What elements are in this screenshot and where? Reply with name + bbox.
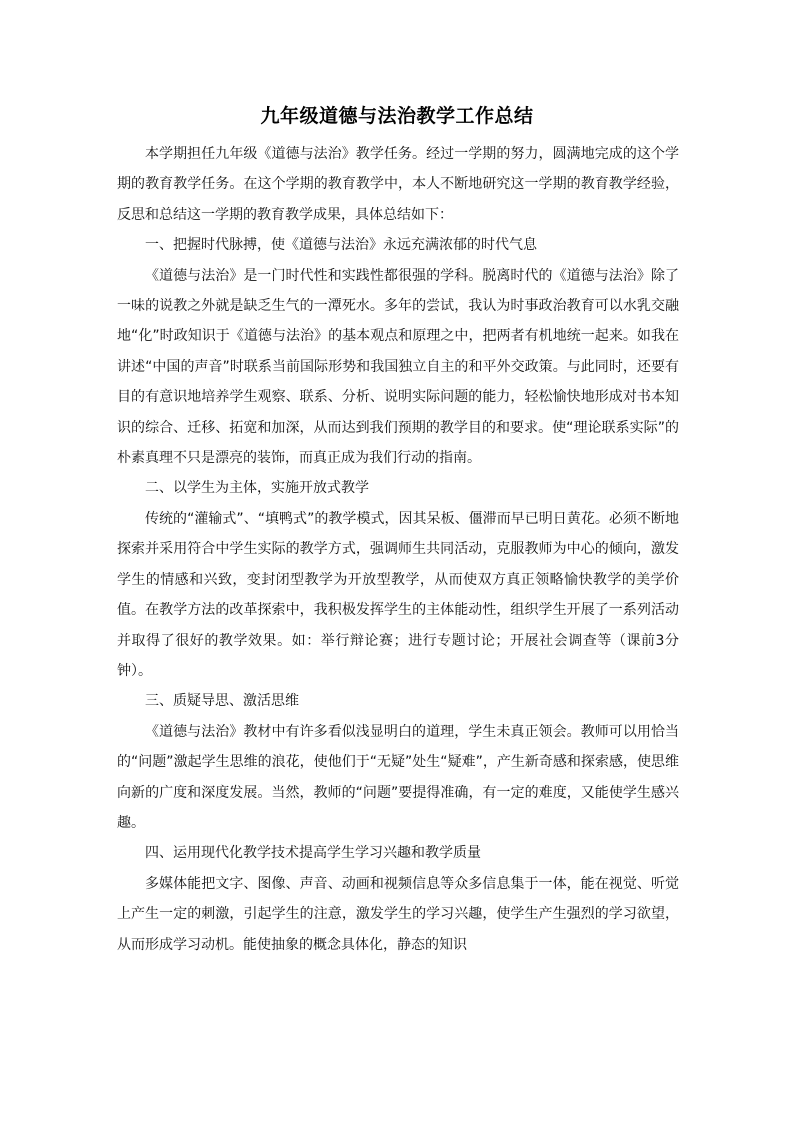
section-heading-3: 三、质疑导思、激活思维	[145, 693, 299, 710]
section-paragraph-1: 《道德与法治》是一门时代性和实践性都很强的学科。脱离时代的《道德与法治》除了一味的说教之外就是缺乏生气的一潭死水。多年的尝试，我认为时事政治教育可以水乳交融地“化”时政知识于《道德与法治》的基本观点和原理之中，把两者有机地统一起来。如我在讲述“中国的声音”时联系当前国际形势和我国独立自主的和平外交政策。与此同时，还要有目的有意识地培养学生观察、联系、分析、说明实际问题的能力，轻松愉快地形成对书本知识的综合、迁移、拓宽和加深，从而达到我们预期的教学目的和要求。使“理论联系实际”的朴素真理不只是漂亮的装饰，而真正成为我们行动的指南。	[117, 267, 679, 467]
document-body	[117, 139, 679, 960]
section-paragraph-4: 多媒体能把文字、图像、声音、动画和视频信息等众多信息集于一体，能在视觉、听觉上产生一定的刺激，引起学生的注意，激发学生的学习兴趣，使学生产生强烈的学习欲望，从而形成学习动机。能使抽象的概念具体化，静态的知识	[117, 875, 679, 953]
section-heading-1: 一、把握时代脉搏，使《道德与法治》永远充满浓郁的时代气息	[145, 237, 537, 254]
section-heading-4: 四、运用现代化教学技术提高学生学习兴趣和教学质量	[145, 845, 481, 862]
intro-paragraph: 本学期担任九年级《道德与法治》教学任务。经过一学期的努力，圆满地完成的这个学期的教育教学任务。在这个学期的教育教学中，本人不断地研究这一学期的教育教学经验，反思和总结这一学期的教育教学成果，具体总结如下：	[117, 146, 679, 223]
document-title: 九年级道德与法治教学工作总结	[260, 105, 534, 127]
section-paragraph-2: 传统的“灌输式”、“填鸭式”的教学模式，因其呆板、僵滞而早已明日黄花。必须不断地探索并采用符合中学生实际的教学方式，强调师生共同活动，克服教师为中心的倾向，激发学生的情感和兴致，变封闭型教学为开放型教学，从而使双方真正领略愉快教学的美学价值。在教学方法的改革探索中，我积极发挥学生的主体能动性，组织学生开展了一系列活动并取得了很好的教学效果。如：举行辩论赛；进行专题讨论；开展社会调查等（课前3分钟）。	[117, 510, 679, 679]
section-paragraph-3: 《道德与法治》教材中有许多看似浅显明白的道理，学生未真正领会。教师可以用恰当的“问题”激起学生思维的浪花，使他们于“无疑”处生“疑难”，产生新奇感和探索感，使思维向新的广度和深度发展。当然，教师的“问题”要提得准确，有一定的难度，又能使学生感兴趣。	[117, 723, 679, 831]
section-heading-2: 二、以学生为主体，实施开放式教学	[145, 480, 369, 497]
